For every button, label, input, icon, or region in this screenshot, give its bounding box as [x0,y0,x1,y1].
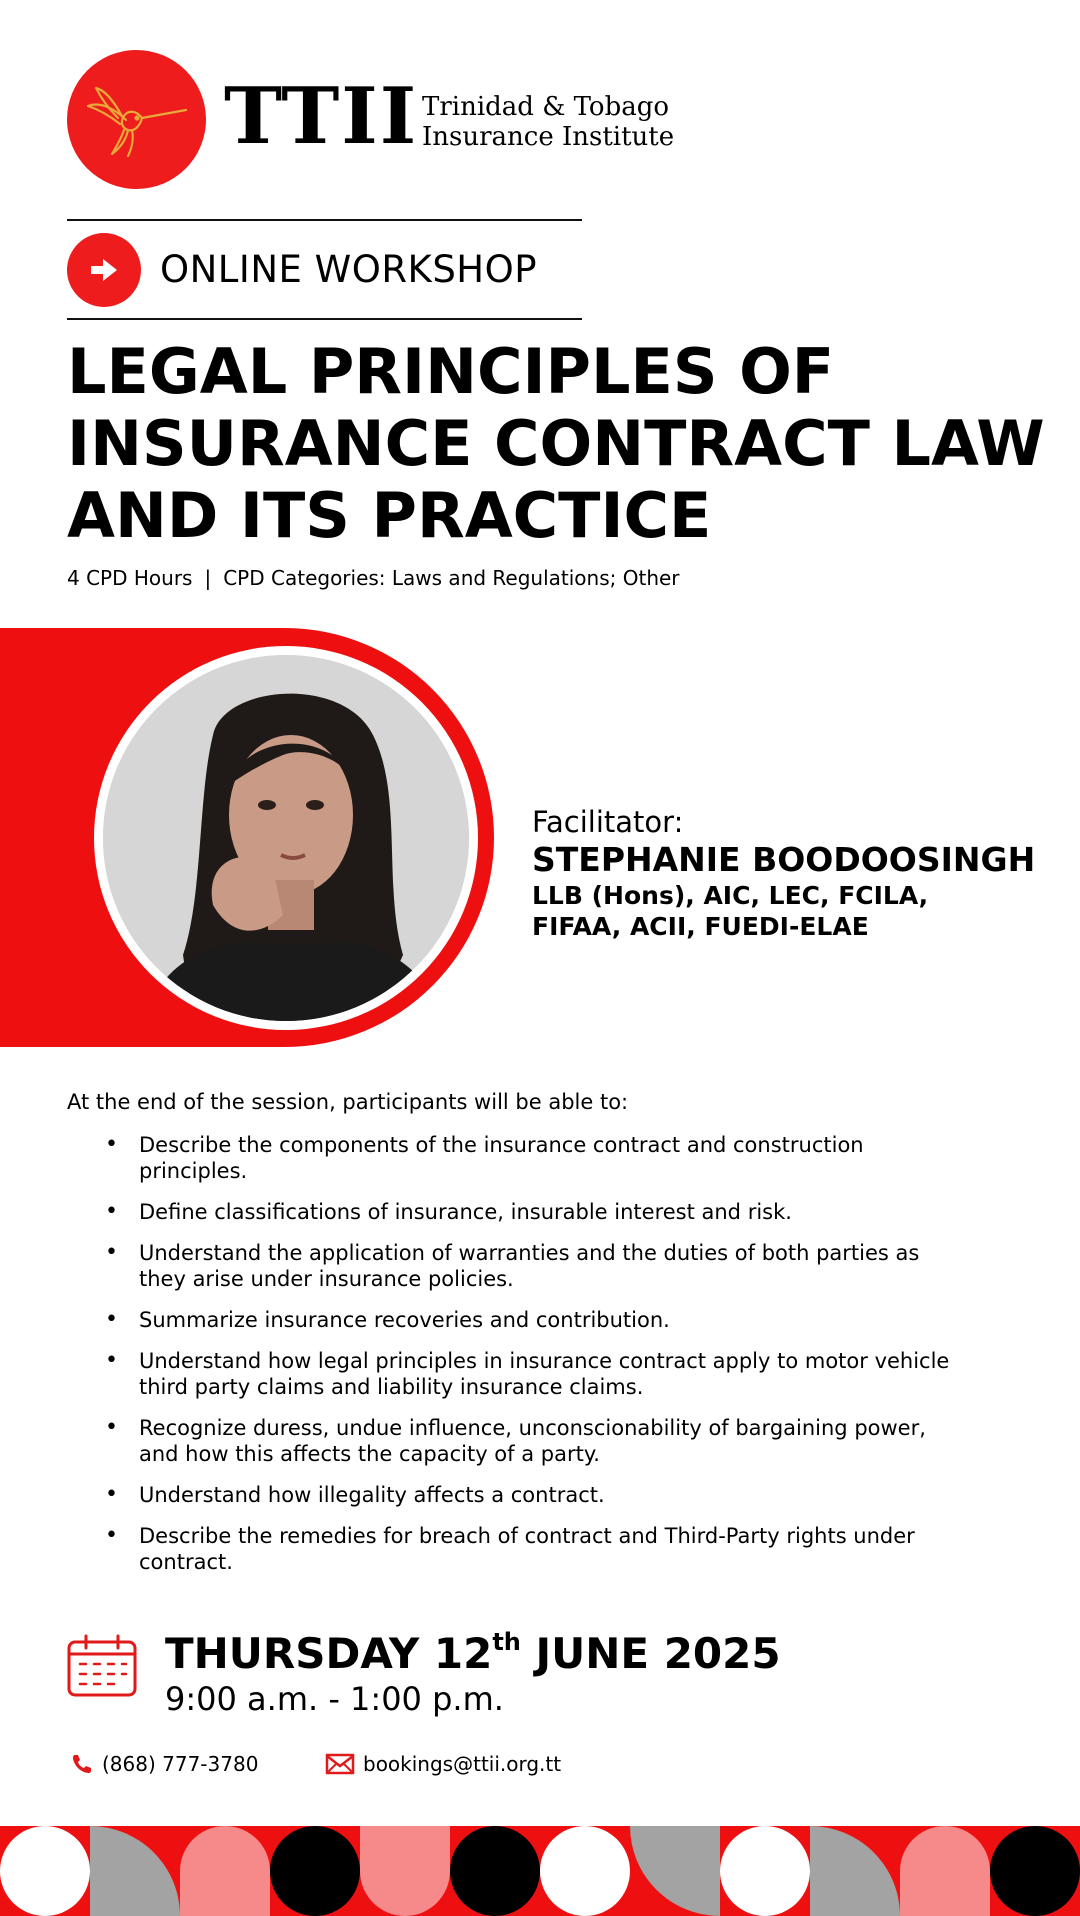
event-title-line3: AND ITS PRACTICE [67,479,712,552]
envelope-icon [325,1753,355,1775]
bullet-marker: • [105,1307,118,1332]
organization-name-line1: Trinidad & Tobago [422,92,670,122]
outcome-item [67,1482,1027,1508]
bullet-marker: • [105,1132,118,1157]
outcome-item [67,1415,1027,1467]
facilitator-name: STEPHANIE BOODOOSINGH [532,840,1036,879]
footer-pattern [0,1826,1080,1916]
phone-icon [70,1752,94,1776]
event-date [165,1628,781,1680]
email-address[interactable]: bookings@ttii.org.tt [363,1752,562,1776]
contact-email[interactable] [325,1750,561,1778]
footer-shapes [0,1826,1080,1916]
organization-name [422,92,674,152]
outcome-item-text: contract. [139,1550,233,1574]
outcome-item-text: third party claims and liability insurance claims. [139,1375,644,1399]
event-title [67,335,1045,552]
portrait-illustration [103,655,469,1021]
outcome-item [67,1132,1027,1184]
outcome-item [67,1523,1027,1575]
outcome-item-text: and how this affects the capacity of a party. [139,1442,600,1466]
calendar-icon [66,1634,138,1698]
outcome-item-text: Recognize duress, undue influence, unconscionability of bargaining power, [139,1416,926,1440]
bullet-marker: • [105,1240,118,1265]
bullet-marker: • [105,1348,118,1373]
outcome-item-text: Understand the application of warranties and the duties of both parties as [139,1241,920,1265]
bullet-marker: • [105,1199,118,1224]
facilitator-credentials-line2: FIFAA, ACII, FUEDI-ELAE [532,912,869,941]
facilitator-info [532,804,1035,942]
facilitator-credentials-line1: LLB (Hons), AIC, LEC, FCILA, [532,881,929,910]
arrow-badge [67,233,141,307]
outcome-item-text: Summarize insurance recoveries and contribution. [139,1308,670,1332]
outcome-item-text: principles. [139,1159,248,1183]
outcome-item [67,1348,1027,1400]
facilitator-label: Facilitator: [532,805,684,839]
event-title-line2: INSURANCE CONTRACT LAW [67,407,1045,480]
hummingbird-icon [82,80,192,160]
outcome-item [67,1199,1027,1225]
event-time: 9:00 a.m. - 1:00 p.m. [165,1680,504,1718]
bullet-marker: • [105,1523,118,1548]
bullet-marker: • [105,1415,118,1440]
logo-acronym: TTII [224,71,419,162]
facilitator-photo-frame [94,646,478,1030]
outcome-item-text: Understand how legal principles in insurance contract apply to motor vehicle [139,1349,950,1373]
cpd-info [67,565,680,591]
bullet-marker: • [105,1482,118,1507]
divider-top [67,219,582,221]
outcome-item-text: Define classifications of insurance, insurable interest and risk. [139,1200,792,1224]
divider-bottom [67,318,582,320]
event-day: THURSDAY 12 [165,1629,493,1678]
outcomes-list [67,1132,1027,1590]
cpd-categories: CPD Categories: Laws and Regulations; Other [223,566,680,590]
outcomes-intro: At the end of the session, participants will be able to: [67,1090,629,1114]
outcome-item-text: they arise under insurance policies. [139,1267,514,1291]
event-title-line1: LEGAL PRINCIPLES OF [67,335,835,408]
outcome-item [67,1240,1027,1292]
organization-name-line2: Insurance Institute [422,122,675,152]
facilitator-photo [103,655,469,1021]
event-format: ONLINE WORKSHOP [160,248,538,291]
outcome-item [67,1307,1027,1333]
logo-badge [67,50,206,189]
cpd-separator: | [204,566,212,590]
phone-number[interactable]: (868) 777-3780 [102,1752,259,1776]
event-month-year: JUNE 2025 [520,1629,781,1678]
outcome-item-text: Describe the remedies for breach of contract and Third-Party rights under [139,1524,915,1548]
cpd-hours: 4 CPD Hours [67,566,193,590]
event-day-suffix: th [492,1628,521,1656]
contact-phone[interactable] [70,1750,258,1778]
arrow-right-icon [89,257,119,283]
outcome-item-text: Describe the components of the insurance contract and construction [139,1133,864,1157]
outcome-item-text: Understand how illegality affects a contract. [139,1483,605,1507]
